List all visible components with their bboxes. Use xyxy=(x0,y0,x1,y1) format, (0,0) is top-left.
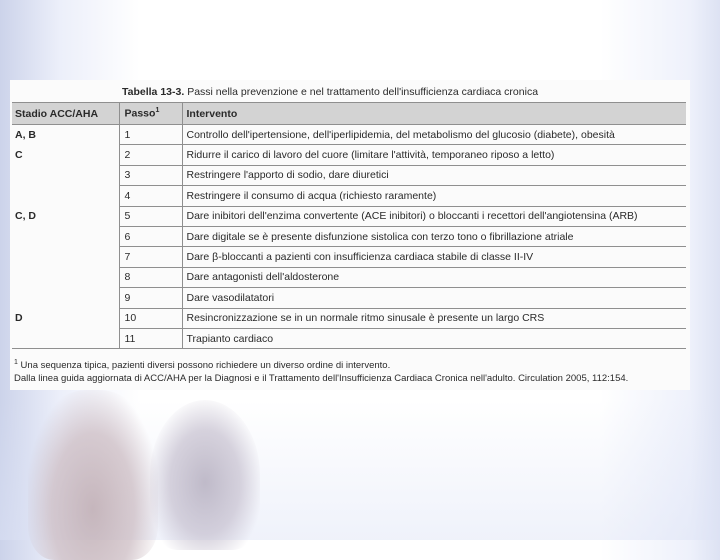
cell-step: 6 xyxy=(119,226,182,246)
cell-stage: C, D xyxy=(15,210,36,223)
footnotes xyxy=(14,356,686,385)
table-header-row xyxy=(12,103,686,125)
cell-stage: C xyxy=(15,149,23,162)
cell-step: 1 xyxy=(119,125,182,145)
cell-stage: D xyxy=(15,312,23,325)
footnote-1-text: Una sequenza tipica, pazienti diversi possono richiedere un diverso ordine di intervento. xyxy=(20,360,391,372)
cell-intervention: Resincronizzazione se in un normale ritmo sinusale è presente un largo CRS xyxy=(182,308,686,328)
background-gradient xyxy=(0,400,720,540)
cell-step: 9 xyxy=(119,288,182,308)
cell-step: 4 xyxy=(119,186,182,206)
header-intervention: Intervento xyxy=(182,103,686,125)
table-row xyxy=(12,247,686,267)
table-row xyxy=(12,328,686,348)
cell-step: 11 xyxy=(119,328,182,348)
table-caption xyxy=(122,86,682,98)
cell-step: 5 xyxy=(119,206,182,226)
cell-intervention: Restringere il consumo di acqua (richiesto raramente) xyxy=(182,186,686,206)
flask-right-decoration xyxy=(150,400,260,550)
cell-intervention: Dare antagonisti dell'aldosterone xyxy=(182,267,686,287)
table-row xyxy=(12,125,686,145)
cell-stage: A, B xyxy=(15,128,36,141)
cell-stage xyxy=(12,328,119,348)
table-row xyxy=(12,308,686,328)
cell-intervention: Restringere l'apporto di sodio, dare diuretici xyxy=(182,165,686,185)
cell-intervention: Dare β-bloccanti a pazienti con insufficienza cardiaca stabile di classe II-IV xyxy=(182,247,686,267)
cell-intervention: Dare digitale se è presente disfunzione sistolica con terzo tono o fibrillazione atriale xyxy=(182,226,686,246)
cell-stage xyxy=(12,267,119,287)
cell-step: 3 xyxy=(119,165,182,185)
header-step-label: Passo xyxy=(124,107,156,120)
cell-stage xyxy=(12,247,119,267)
cell-stage xyxy=(12,165,119,185)
cell-intervention: Ridurre il carico di lavoro del cuore (limitare l'attività, temporaneo riposo a letto) xyxy=(182,145,686,165)
table-row xyxy=(12,206,686,226)
cell-step: 10 xyxy=(119,308,182,328)
cell-stage xyxy=(12,186,119,206)
steps-table xyxy=(12,102,686,349)
table-row xyxy=(12,288,686,308)
table-panel xyxy=(10,80,690,390)
header-step xyxy=(119,103,182,125)
table-row xyxy=(12,267,686,287)
header-stage: Stadio ACC/AHA xyxy=(12,103,119,125)
cell-step: 2 xyxy=(119,145,182,165)
cell-stage xyxy=(12,288,119,308)
cell-intervention: Dare vasodilatatori xyxy=(182,288,686,308)
footnote-1-mark: 1 xyxy=(14,359,18,366)
cell-intervention: Trapianto cardiaco xyxy=(182,328,686,348)
caption-text: Passi nella prevenzione e nel trattamento dell'insufficienza cardiaca cronica xyxy=(187,86,539,98)
table-row xyxy=(12,226,686,246)
table-row xyxy=(12,145,686,165)
header-step-sup: 1 xyxy=(155,107,160,115)
table-row xyxy=(12,165,686,185)
cell-intervention: Controllo dell'ipertensione, dell'iperlipidemia, del metabolismo del glucosio (diabete), obesità xyxy=(182,125,686,145)
table-row xyxy=(12,186,686,206)
footnote-source: Dalla linea guida aggiornata di ACC/AHA per la Diagnosi e il Trattamento dell'Insufficienza Cardiaca Cronica nell'adulto. Circulation 2005, 112:154. xyxy=(14,373,629,385)
cell-intervention: Dare inibitori dell'enzima convertente (ACE inibitori) o bloccanti i recettori dell'angiotensina (ARB) xyxy=(182,206,686,226)
cell-step: 8 xyxy=(119,267,182,287)
caption-label: Tabella 13-3. xyxy=(122,86,185,98)
cell-stage xyxy=(12,226,119,246)
cell-step: 7 xyxy=(119,247,182,267)
flask-left-decoration xyxy=(28,390,158,560)
footnote-1 xyxy=(14,356,686,372)
